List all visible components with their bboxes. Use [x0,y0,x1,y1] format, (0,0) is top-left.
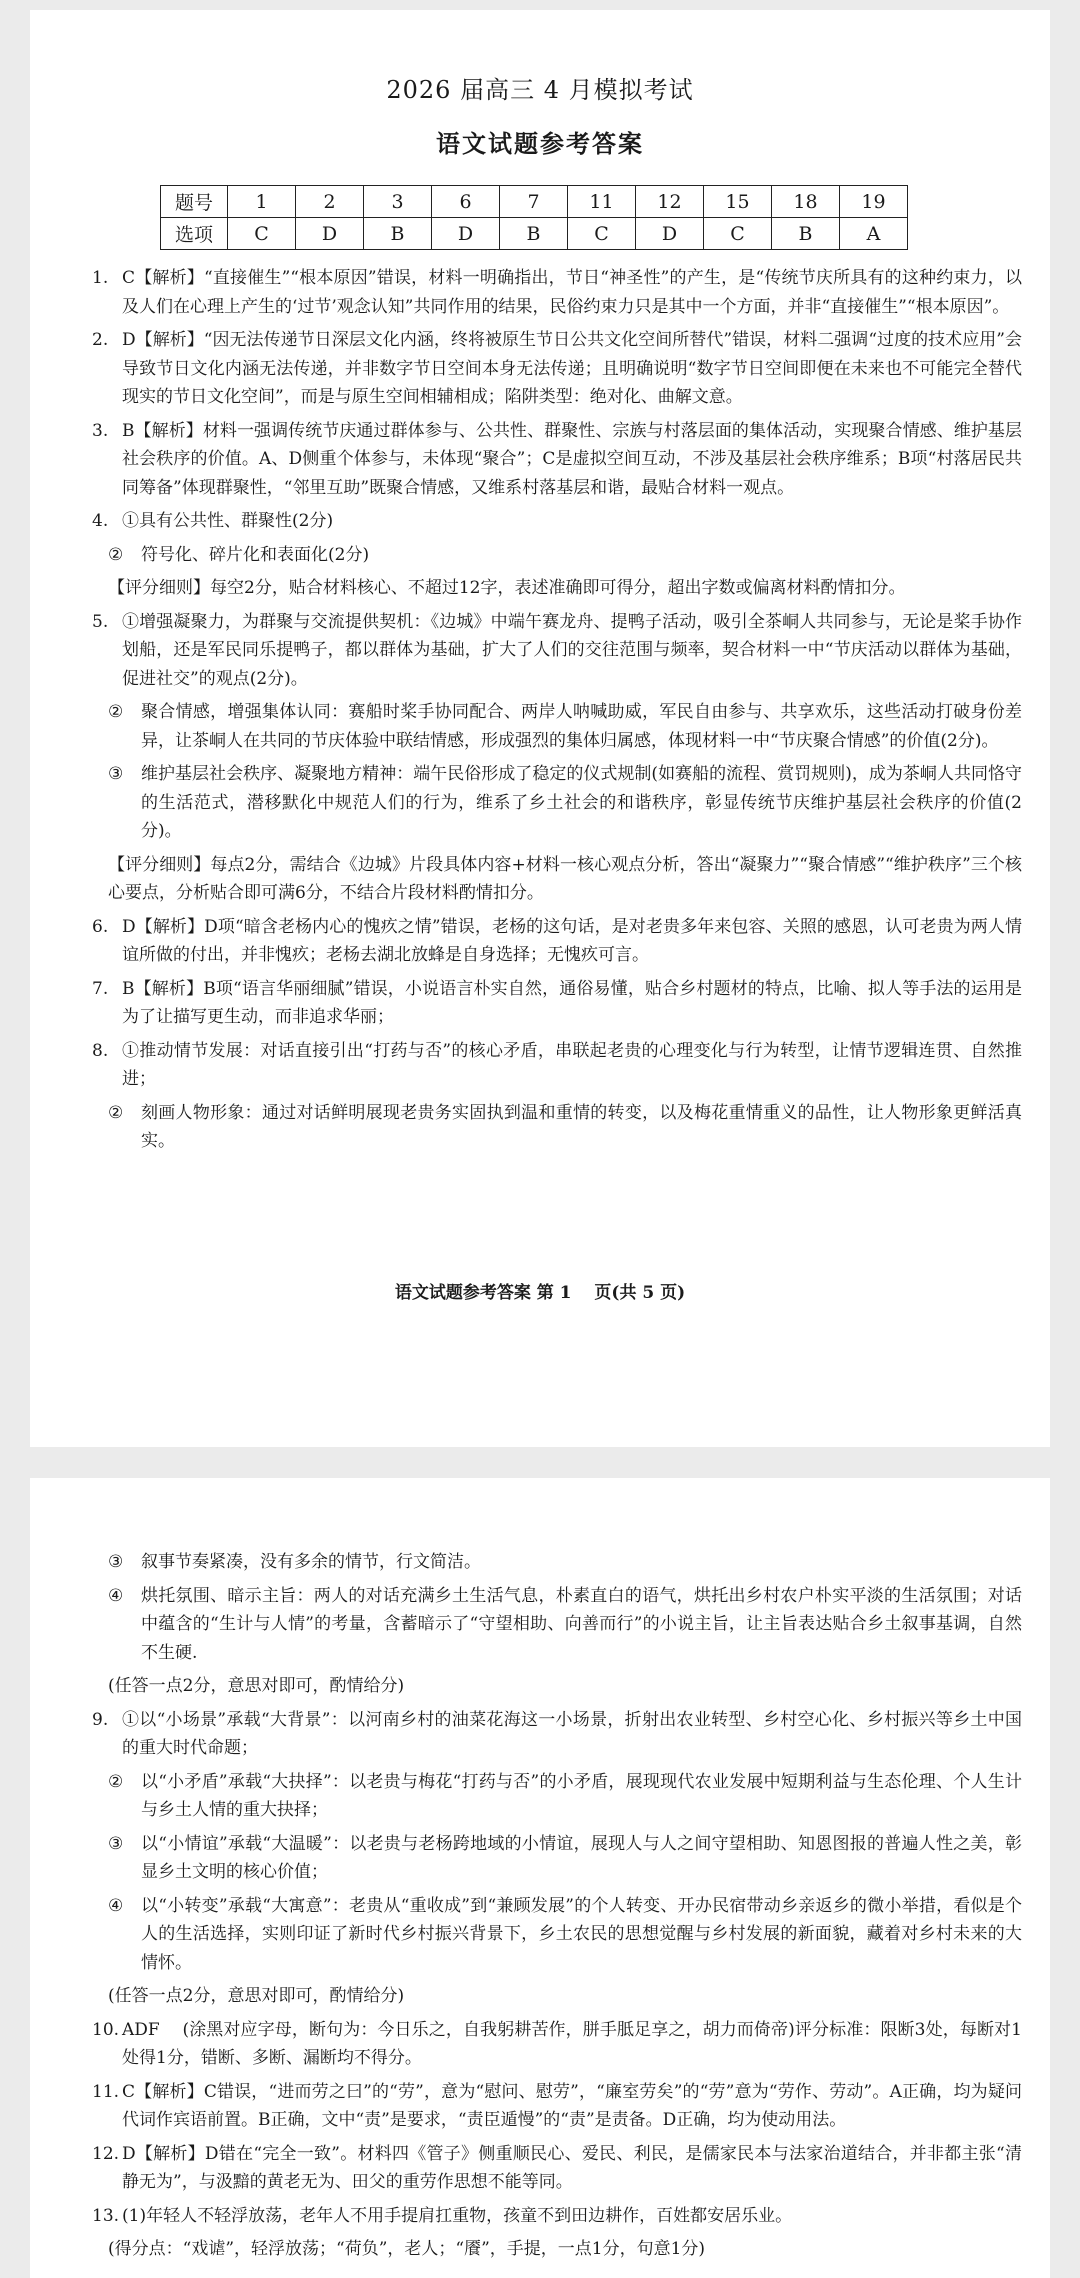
answer-item [92,851,1022,908]
item-text: 维护基层社会秩序、凝聚地方精神：端午民俗形成了稳定的仪式规制(如赛船的流程、赏罚规则)，成为茶峒人共同恪守的生活范式，潜移默化中规范人们的行为，维系了乡土社会的和谐秩序，彰显传统节庆维护基层社会秩序的价值(2分)。 [141,764,1022,841]
item-number: 10. [92,2019,120,2040]
item-number: 9. [92,1709,109,1730]
item-number: ② [108,544,124,565]
answer-item [92,1982,1022,2011]
item-text: 聚合情感，增强集体认同：赛船时桨手协同配合、两岸人呐喊助威，军民自由参与、共享欢乐，这些活动打破身份差异，让茶峒人在共同的节庆体验中联结情感，形成强烈的集体归属感，体现材料一中“节庆聚合情感”的价值(2分)。 [141,702,1022,751]
item-number: 11. [92,2081,120,2102]
answer-choice-cell: C [704,218,772,250]
item-number: ② [108,702,124,722]
answer-item [92,975,1022,1032]
answer-choice-cell: D [432,218,500,250]
item-text: ①以“小场景”承载“大背景”：以河南乡村的油菜花海这一小场景，折射出农业转型、乡村空心化、乡村振兴等乡土中国的重大时代命题； [122,1709,1022,1758]
answer-choice-cell: D [296,218,364,250]
question-header-cell: 题号 [161,186,228,218]
item-number: 5. [92,611,109,632]
item-number: 3. [92,420,109,441]
answer-row [161,218,908,250]
item-text: 刻画人物形象：通过对话鲜明展现老贵务实固执到温和重情的转变，以及梅花重情重义的品性，让人物形象更鲜活真实。 [141,1102,1022,1151]
answer-item [92,326,1022,412]
question-number-cell: 12 [636,186,704,218]
answer-item [92,1768,1022,1825]
answer-item [92,507,1022,536]
question-number-row [161,186,908,218]
item-text: B【解析】材料一强调传统节庆通过群体参与、公共性、群聚性、宗族与村落层面的集体活动，实现聚合情感、维护基层社会秩序的价值。A、D侧重个体参与，未体现“聚合”；C是虚拟空间互动，不涉及基层社会秩序维系；B项“村落居民共同筹备”体现群聚性，“邻里互助”既聚合情感，又维系村落基层和谐，最贴合材料一观点。 [122,420,1022,498]
answer-item [92,541,1022,570]
page-1-answer-list [92,264,1022,1161]
item-text: 【评分细则】每点2分，需结合《边城》片段具体内容+材料一核心观点分析，答出“凝聚力”“聚合情感”“维护秩序”三个核心要点，分析贴合即可满6分，不结合片段材料酌情扣分。 [108,854,1022,903]
item-number: 12. [92,2143,120,2164]
answer-item [92,760,1022,846]
answer-item [92,2016,1022,2073]
item-text: B【解析】B项“语言华丽细腻”错误，小说语言朴实自然，通俗易懂，贴合乡村题材的特点，比喻、拟人等手法的运用是为了让描写更生动，而非追求华丽； [122,978,1022,1027]
answer-item [92,417,1022,503]
answer-choice-cell: D [636,218,704,250]
item-number: ② [108,1102,124,1123]
question-number-cell: 11 [568,186,636,218]
answer-item [92,1672,1022,1701]
item-text: C【解析】“直接催生”“根本原因”错误，材料一明确指出，节日“神圣性”的产生，是“传统节庆所具有的这种约束力，以及人们在心理上产生的‘过节’观念认知”共同作用的结果，民俗约束力只是其中一个方面，并非“直接催生”“根本原因”。 [122,268,1022,317]
item-number: 4. [92,511,109,531]
answer-page-2 [30,1478,1050,2278]
item-text: 以“小情谊”承载“大温暖”：以老贵与老杨跨地域的小情谊，展现人与人之间守望相助、知恩图报的普遍人性之美，彰显乡土文明的核心价值； [141,1833,1022,1882]
item-text: ①推动情节发展：对话直接引出“打药与否”的核心矛盾，串联起老贵的心理变化与行为转型，让情节逻辑连贯、自然推进； [122,1040,1022,1089]
answer-key-table [160,185,908,250]
item-number: 6. [92,916,109,937]
item-text: 以“小矛盾”承载“大抉择”：以老贵与梅花“打药与否”的小矛盾，展现现代农业发展中短期利益与生态伦理、个人生计与乡土人情的重大抉择； [141,1771,1022,1820]
answer-item [92,608,1022,694]
answer-page-1 [30,10,1050,1447]
answer-item [92,2235,1022,2264]
item-text: ①具有公共性、群聚性(2分) [122,511,334,531]
question-number-cell: 6 [432,186,500,218]
question-number-cell: 15 [704,186,772,218]
answer-header-cell: 选项 [161,218,228,250]
item-number: ③ [108,1833,124,1854]
item-text: D【解析】“因无法传递节日深层文化内涵，终将被原生节日公共文化空间所替代”错误，材料二强调“过度的技术应用”会导致节日文化内涵无法传递，并非数字节日空间本身无法传递；且明确说明“数字节日空间即便在未来也不可能完全替代现实的节日文化空间”，而是与原生空间相辅相成；陷阱类型：绝对化、曲解文意。 [122,330,1022,407]
item-text: (1)年轻人不轻浮放荡，老年人不用手提肩扛重物，孩童不到田边耕作，百姓都安居乐业。 [122,2205,793,2226]
question-number-cell: 2 [296,186,364,218]
answer-item [92,913,1022,970]
item-text: D【解析】D项“暗含老杨内心的愧疚之情”错误，老杨的这句话，是对老贵多年来包容、关照的感恩，认可老贵为两人情谊所做的付出，并非愧疚；老杨去湖北放蜂是自身选择；无愧疚可言。 [122,916,1022,965]
answer-item [92,1099,1022,1156]
answer-item [92,1037,1022,1094]
item-text: 叙事节奏紧凑，没有多余的情节，行文简洁。 [141,1552,481,1572]
answer-item [92,1706,1022,1763]
item-number: 2. [92,330,109,350]
question-number-cell: 3 [364,186,432,218]
item-number: 1. [92,268,109,288]
item-number: ④ [108,1895,124,1916]
item-number: ③ [108,764,124,784]
answer-item [92,1582,1022,1668]
answer-item [92,1830,1022,1887]
item-number: 7. [92,978,109,999]
document-title: 语文试题参考答案 [436,129,644,158]
answer-choice-cell: B [364,218,432,250]
answer-choice-cell: A [840,218,908,250]
answer-item [92,698,1022,755]
answer-item [92,2078,1022,2135]
answer-item [92,2140,1022,2197]
answer-item [92,574,1022,603]
answer-item [92,1892,1022,1978]
item-number: 8. [92,1040,109,1061]
item-text: 烘托氛围、暗示主旨：两人的对话充满乡土生活气息，朴素直白的语气，烘托出乡村农户朴实平淡的生活氛围；对话中蕴含的“生计与人情”的考量，含蓄暗示了“守望相助、向善而行”的小说主旨，让主旨表达贴合乡土叙事基调，自然不生硬. [141,1585,1022,1663]
answer-choice-cell: B [500,218,568,250]
item-text: ①增强凝聚力，为群聚与交流提供契机：《边城》中端午赛龙舟、提鸭子活动，吸引全茶峒人共同参与，无论是桨手协作划船，还是军民同乐提鸭子，都以群体为基础，扩大了人们的交往范围与频率，契合材料一中“节庆活动以群体为基础，促进社交”的观点(2分)。 [122,611,1022,689]
item-text: ADF (涂黑对应字母，断句为：今日乐之，自我躬耕苦作，胼手胝足享之，胡力而倚帝)评分标准：限断3处，每断对1处得1分，错断、多断、漏断均不得分。 [122,2019,1022,2068]
item-text: (任答一点2分，意思对即可，酌情给分) [108,1986,405,2006]
item-number: ④ [108,1585,124,1606]
item-text: 符号化、碎片化和表面化(2分) [141,544,370,565]
item-number: ② [108,1771,124,1792]
item-text: (任答一点2分，意思对即可，酌情给分) [108,1676,405,1696]
answer-choice-cell: B [772,218,840,250]
item-number: 13. [92,2205,120,2226]
item-text: D【解析】D错在“完全一致”。材料四《管子》侧重顺民心、爱民、利民，是儒家民本与法家治道结合，并非都主张“清静无为”，与汲黯的黄老无为、田父的重劳作思想不能等同。 [122,2143,1022,2192]
item-text: 以“小转变”承载“大寓意”：老贵从“重收成”到“兼顾发展”的个人转变、开办民宿带动乡亲返乡的微小举措，看似是个人的生活选择，实则印证了新时代乡村振兴背景下，乡土农民的思想觉醒与乡村发展的新面貌，藏着对乡村未来的大情怀。 [141,1895,1022,1973]
page-2-answer-list [92,1548,1022,2269]
answer-item [92,264,1022,321]
item-number: ③ [108,1552,124,1572]
answer-item [92,1548,1022,1577]
page-footer: 语文试题参考答案 第 1 页(共 5 页) [394,1283,686,1303]
question-number-cell: 18 [772,186,840,218]
question-number-cell: 1 [228,186,296,218]
question-number-cell: 7 [500,186,568,218]
answer-choice-cell: C [568,218,636,250]
item-text: C【解析】C错误，“进而劳之曰”的“劳”，意为“慰问、慰劳”，“廉室劳矣”的“劳”意为“劳作、劳动”。A正确，均为疑问代词作宾语前置。B正确，文中“责”是要求，“责臣遁慢”的“责”是责备。D正确，均为使动用法。 [122,2081,1022,2130]
item-text: 【评分细则】每空2分，贴合材料核心、不超过12字，表述准确即可得分，超出字数或偏离材料酌情扣分。 [108,578,906,598]
question-number-cell: 19 [840,186,908,218]
exam-title: 2026 届高三 4 月模拟考试 [386,76,694,104]
item-text: (得分点：“戏谑”，轻浮放荡；“荷负”，老人；“餍”，手提，一点1分，句意1分) [108,2239,706,2259]
answer-item [92,2202,1022,2231]
answer-choice-cell: C [228,218,296,250]
